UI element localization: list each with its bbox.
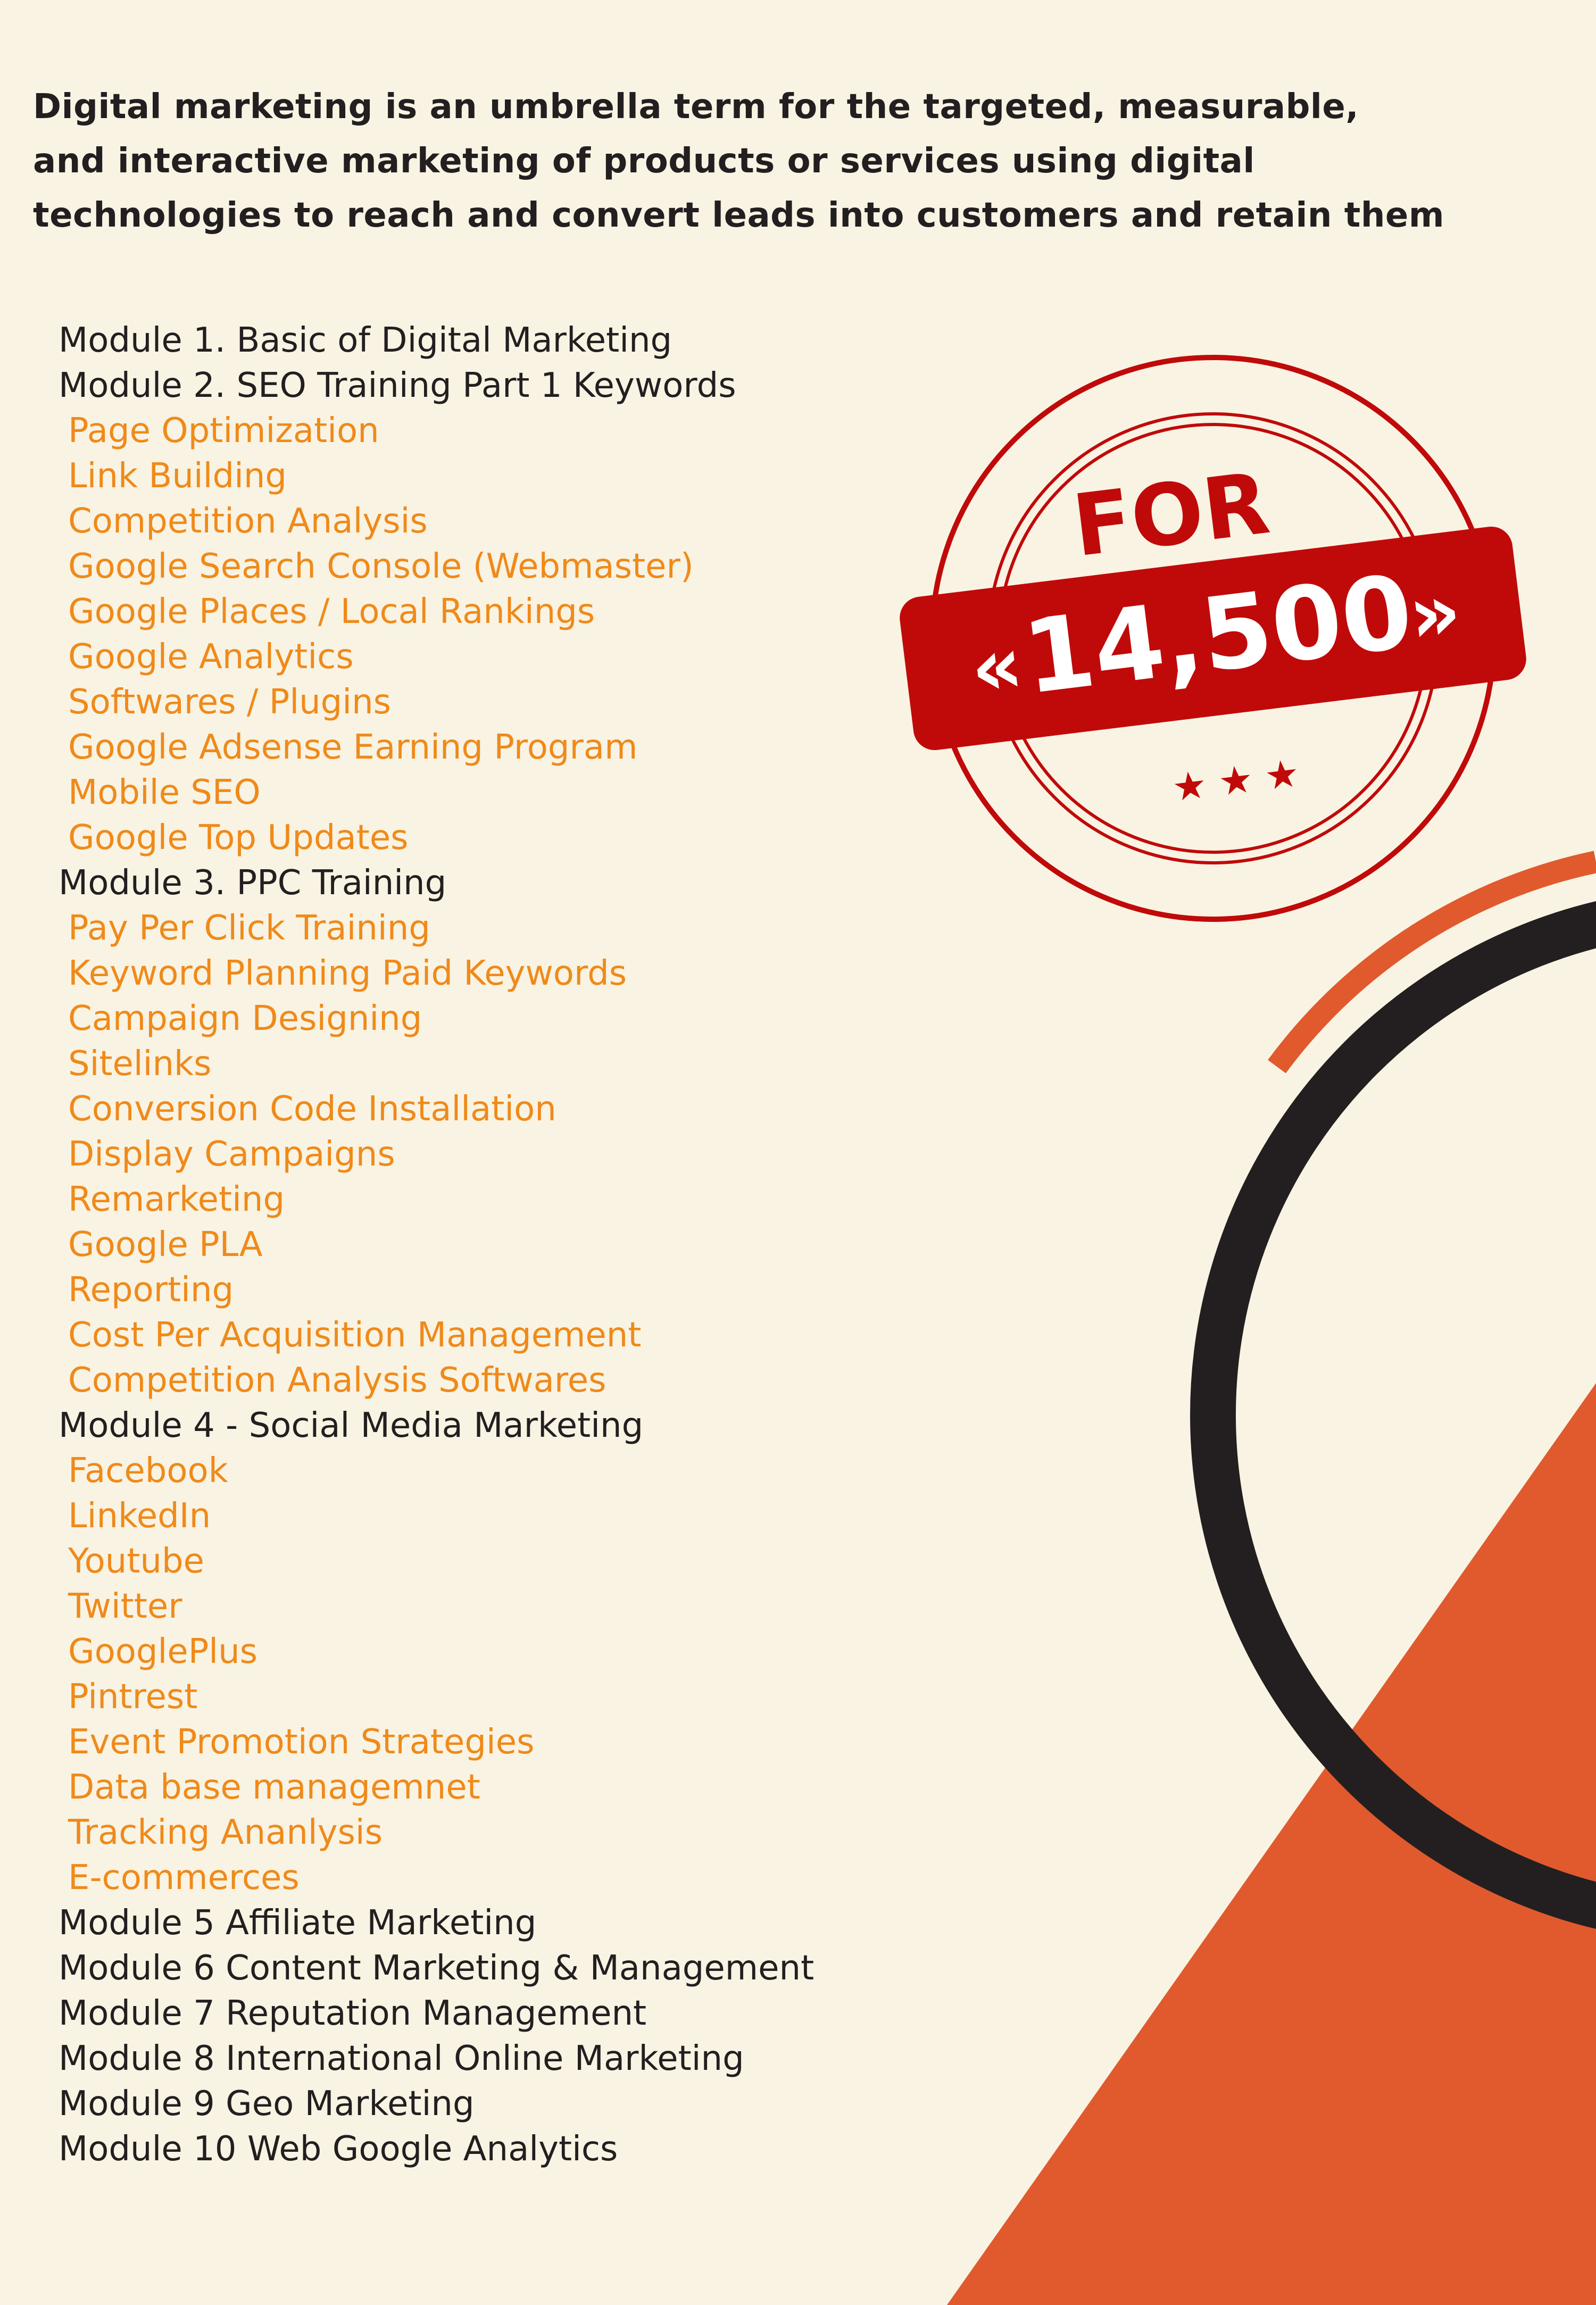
module-topic: Tracking Ananlysis xyxy=(68,1813,383,1852)
module-heading: Module 1. Basic of Digital Marketing xyxy=(59,321,672,360)
module-heading: Module 4 - Social Media Marketing xyxy=(59,1406,644,1445)
module-topic: LinkedIn xyxy=(68,1496,211,1536)
stamp-for-label: FOR xyxy=(1067,453,1275,576)
module-heading: Module 5 Affiliate Marketing xyxy=(59,1903,537,1943)
module-topic: Sitelinks xyxy=(68,1044,212,1084)
module-topic: Competition Analysis Softwares xyxy=(68,1361,606,1400)
module-topic: Data base managemnet xyxy=(68,1768,480,1807)
intro-line: and interactive marketing of products or services using digital xyxy=(33,142,1255,181)
module-topic: Pay Per Click Training xyxy=(68,909,430,948)
stamp-stars-icon: ★ ★ ★ xyxy=(1169,750,1302,811)
module-list xyxy=(59,318,814,2172)
module-topic: GooglePlus xyxy=(68,1632,257,1671)
module-topic: Competition Analysis xyxy=(68,502,428,541)
module-heading: Module 7 Reputation Management xyxy=(59,1994,647,2033)
module-topic: Google Search Console (Webmaster) xyxy=(68,547,694,586)
module-topic: Google Places / Local Rankings xyxy=(68,592,595,631)
module-topic: Pintrest xyxy=(68,1677,198,1717)
module-topic: Keyword Planning Paid Keywords xyxy=(68,954,627,993)
intro-line: Digital marketing is an umbrella term for the targeted, measurable, xyxy=(33,87,1359,127)
orange-triangle-shape xyxy=(947,1383,1596,2305)
price-stamp xyxy=(894,335,1553,942)
module-topic: Google Top Updates xyxy=(68,818,409,858)
stamp-right-quote-icon: » xyxy=(1403,564,1467,663)
module-topic: Reporting xyxy=(68,1270,234,1310)
stamp-left-quote-icon: « xyxy=(965,618,1028,717)
module-topic: Google PLA xyxy=(68,1225,263,1264)
intro-paragraph xyxy=(33,80,1469,243)
module-heading: Module 2. SEO Training Part 1 Keywords xyxy=(59,366,736,405)
intro-line: technologies to reach and convert leads into customers and retain them xyxy=(33,196,1444,235)
module-heading: Module 9 Geo Marketing xyxy=(59,2084,475,2124)
module-heading: Module 10 Web Google Analytics xyxy=(59,2129,618,2169)
module-topic: Remarketing xyxy=(68,1180,285,1219)
module-topic: Google Analytics xyxy=(68,637,354,677)
module-heading: Module 8 International Online Marketing xyxy=(59,2039,744,2078)
module-topic: Facebook xyxy=(68,1451,228,1491)
module-topic: Conversion Code Installation xyxy=(68,1089,556,1129)
module-topic: Link Building xyxy=(68,456,287,496)
module-topic: Softwares / Plugins xyxy=(68,683,391,722)
module-heading: Module 3. PPC Training xyxy=(59,863,447,903)
module-topic: Cost Per Acquisition Management xyxy=(68,1316,642,1355)
module-topic: Display Campaigns xyxy=(68,1135,395,1174)
module-topic: Youtube xyxy=(68,1542,204,1581)
module-topic: Event Promotion Strategies xyxy=(68,1722,535,1762)
module-topic: Google Adsense Earning Program xyxy=(68,728,638,767)
module-topic: Page Optimization xyxy=(68,411,379,451)
module-heading: Module 6 Content Marketing & Management xyxy=(59,1949,814,1988)
stamp-price: 14,500 xyxy=(1017,552,1419,717)
module-topic: Mobile SEO xyxy=(68,773,261,812)
module-topic: Twitter xyxy=(68,1587,182,1626)
module-topic: E-commerces xyxy=(68,1858,300,1898)
module-topic: Campaign Designing xyxy=(68,999,422,1038)
